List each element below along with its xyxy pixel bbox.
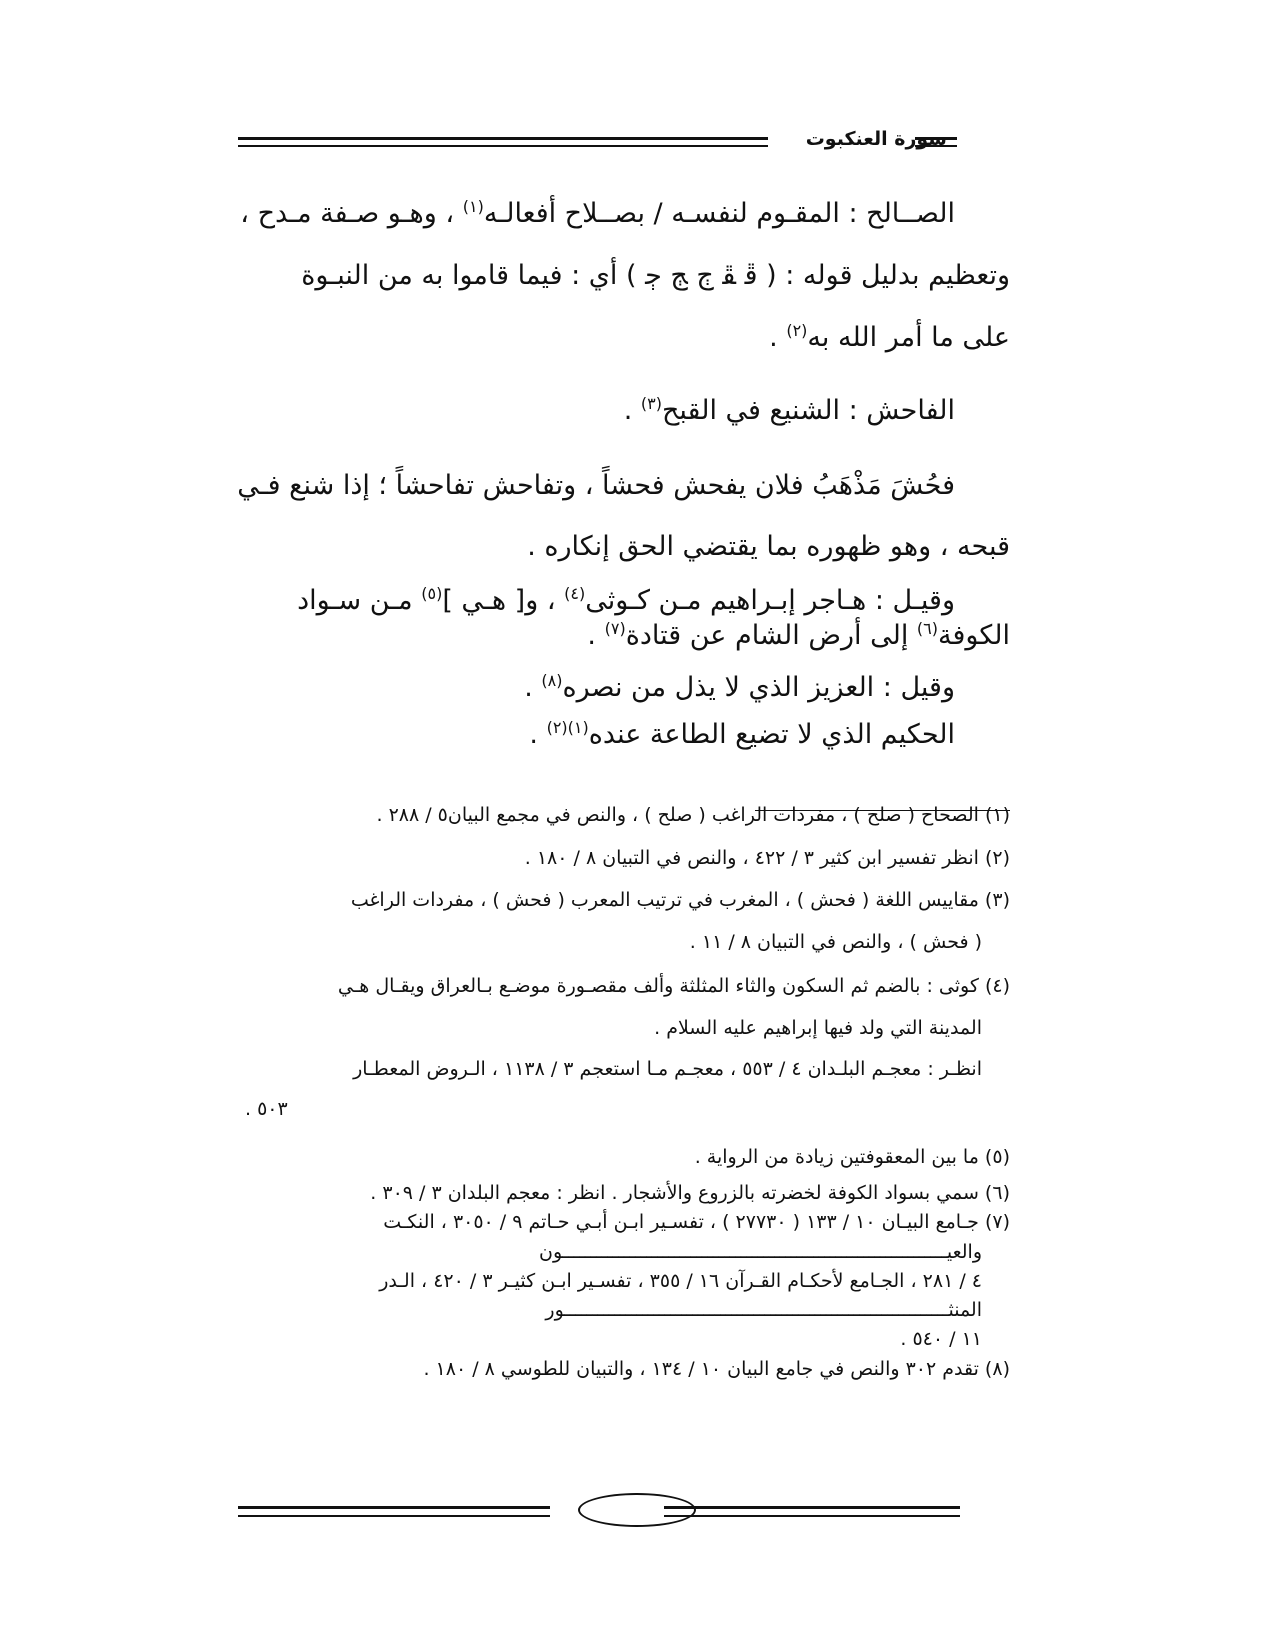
main-line-3: على ما أمر الله به$^{(٢)}$ . xyxy=(769,321,1010,353)
footnote-line: (٨) تقدم ٣٠٢ والنص في جامع البيان ١٠ / ١٣٤ ، والتبيان للطوسي ٨ / ١٨٠ . xyxy=(423,1358,1010,1380)
footnote-line: (١) الصحاح ( صلح ) ، مفردات الراغب ( صلح ) ، والنص في مجمع البيان٥ / ٢٨٨ . xyxy=(376,804,1010,826)
footnote-line: (٧) جـامع البيـان ١٠ / ١٣٣ ( ٢٧٧٣٠ ) ، تفسـير ابـن أبـي حـاتم ٩ / ٣٠٥٠ ، النكـت xyxy=(383,1211,1010,1233)
footnote-ref: (٦) xyxy=(916,619,939,638)
main-line-4: الفاحش : الشنيع في القبح$^{(٣)}$ . xyxy=(623,394,955,426)
footnote-ref: (٢) xyxy=(546,718,568,737)
page-title: سورة العنكبوت xyxy=(805,128,947,150)
main-line-5: فحُشَ مَذْهَبُ فلان يفحش فحشاً ، وتفاحش تفاحشاً ؛ إذا شنع فـي xyxy=(237,470,955,501)
footnote-line: ( فحش ) ، والنص في التبيان ٨ / ١١ . xyxy=(689,931,982,953)
footer-rule-left xyxy=(238,1506,550,1517)
header-rule-right xyxy=(915,137,957,147)
main-line-7: وقيـل : هـاجر إبـراهيم مـن كـوثى$^{(٤)}$ ، و[ هـي ]$^{(٥)}$ مـن سـواد xyxy=(297,584,955,616)
footnote-line: انظـر : معجـم البلـدان ٤ / ٥٥٣ ، معجـم مـا استعجم ٣ / ١١٣٨ ، الـروض المعطـار xyxy=(353,1058,982,1080)
footnote-ref: (٢) xyxy=(786,321,808,340)
footnote-ref: (١) xyxy=(567,718,589,737)
main-line-9: وقيل : العزيز الذي لا يذل من نصره$^{(٨)}$ . xyxy=(524,671,955,703)
footnote-line: (٦) سمي بسواد الكوفة لخضرته بالزروع والأشجار . انظر : معجم البلدان ٣ / ٣٠٩ . xyxy=(370,1182,1010,1204)
footnote-line: ١١ / ٥٤٠ . xyxy=(900,1328,982,1350)
footer-rule-right xyxy=(664,1506,960,1517)
header-rule-left xyxy=(238,137,768,147)
footnote-line: ٥٠٣ . xyxy=(245,1098,288,1120)
footnote-line: (٥) ما بين المعقوفتين زيادة من الرواية . xyxy=(694,1146,1010,1168)
footnote-line: (٣) مقاييس اللغة ( فحش ) ، المغرب في ترتيب المعرب ( فحش ) ، مفردات الراغب xyxy=(350,889,1010,911)
footnote-ref: (٣) xyxy=(640,394,662,413)
footnote-line: (٤) كوثى : بالضم ثم السكون والثاء المثلثة وألف مقصـورة موضـع بـالعراق ويقـال هـي xyxy=(337,975,1010,997)
footnote-ref: (٥) xyxy=(421,584,443,603)
footnote-line: المنثـــــــــــــــــــــــــــــــــــــــــــــــــــــــــــــــــــــور xyxy=(545,1299,982,1321)
footnote-line: المدينة التي ولد فيها إبراهيم عليه السلام . xyxy=(654,1017,982,1039)
main-line-8: الكوفة$^{(٦)}$ إلى أرض الشام عن قتادة$^{(٧)}$ . xyxy=(587,619,1010,651)
footnote-ref: (٧) xyxy=(604,619,626,638)
footnote-line: والعيـــــــــــــــــــــــــــــــــــــــــــــــــــــــــــــــــــــون xyxy=(539,1241,982,1263)
main-line-2: وتعظيم بدليل قوله : ( ﭰ ﭱ ﭲ ﭳ ﭴ ) أي : فيما قاموا به من النبـوة xyxy=(301,260,1010,291)
footnote-ref: (٤) xyxy=(564,584,586,603)
footnote-ref: (١) xyxy=(462,197,484,216)
main-line-10: الحكيم الذي لا تضيع الطاعة عنده$^{(١)(٢)}$ . xyxy=(529,718,955,750)
footnote-line: ٤ / ٢٨١ ، الجـامع لأحكـام القـرآن ١٦ / ٣٥٥ ، تفسـير ابـن كثيـر ٣ / ٤٢٠ ، الـدر xyxy=(379,1270,982,1292)
footnote-line: (٢) انظر تفسير ابن كثير ٣ / ٤٢٢ ، والنص في التبيان ٨ / ١٨٠ . xyxy=(524,847,1010,869)
footnote-ref: (٨) xyxy=(541,671,563,690)
main-line-1: الصــالح : المقـوم لنفسـه / بصــلاح أفعالـه$^{(١)}$ ، وهـو صـفة مـدح ، xyxy=(240,197,955,229)
main-line-6: قبحه ، وهو ظهوره بما يقتضي الحق إنكاره . xyxy=(527,531,1010,562)
